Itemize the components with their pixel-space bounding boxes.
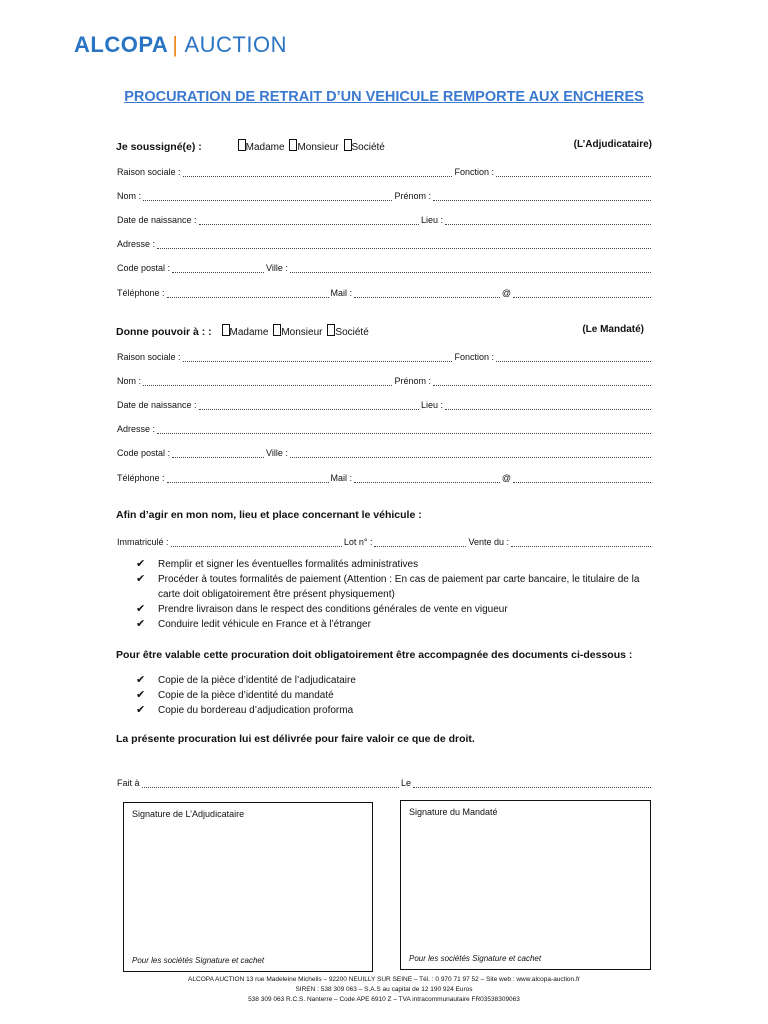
label-lot: Lot n° : [343,537,373,547]
list-item [136,617,656,632]
label-nom-2: Nom : [117,376,142,386]
list-item [136,703,656,718]
option-monsieur-2: Monsieur [281,327,323,338]
power-item-text: Prendre livraison dans le respect des conditions générales de vente en vigueur [158,604,508,615]
label-fonction-2: Fonction : [454,352,494,362]
adjudicataire-lead: Je soussigné(e) : [116,141,202,153]
field-lot[interactable] [374,537,466,547]
field-adresse-2[interactable] [157,424,651,434]
option-societe: Société [351,142,385,153]
check-icon: ✔ [136,704,146,716]
label-date-naissance: Date de naissance : [117,215,197,225]
field-code-postal-2[interactable] [172,448,264,458]
option-societe-2: Société [335,327,369,338]
field-raison-sociale[interactable] [183,167,453,177]
label-le: Le [400,778,411,788]
powers-list [136,557,656,632]
field-date-naissance-2[interactable] [199,400,419,410]
signature-note-adjudicataire: Pour les sociétés Signature et cachet [132,956,265,965]
footer-line-siren: SIREN : 538 309 063 – S.A.S au capital de 12 190 924 Euros [295,986,473,993]
signature-title-adjudicataire: Signature de L’Adjudicataire [132,809,245,819]
check-icon: ✔ [136,573,146,585]
footer-line-address: ALCOPA AUCTION 13 rue Madeleine Michelis – 92200 NEUILLY SUR SEINE – Tél. : 0 970 71 97 52 – Site web : www.alcopa-auction.fr [188,976,580,983]
field-mail-domain-2[interactable] [513,473,651,483]
logo-separator: | [172,32,179,57]
mandate-lead: Donne pouvoir à : : [116,326,212,338]
label-vente: Vente du : [468,537,509,547]
footer-line-rcs: 538 309 063 R.C.S. Nanterre – Code APE 6910 Z – TVA intracommunautaire FR03538309063 [248,996,520,1003]
field-fonction[interactable] [496,167,651,177]
label-lieu: Lieu : [420,215,443,225]
label-prenom: Prénom : [394,191,431,201]
agir-heading: Afin d’agir en mon nom, lieu et place concernant le véhicule : [116,509,422,521]
label-code-postal-2: Code postal : [117,448,171,458]
power-item-text: Procéder à toutes formalités de paiement (Attention : En cas de paiement par carte bancaire, le titulaire de la carte doit obligatoirement être présent physiquement) [158,574,640,600]
label-adresse-2: Adresse : [117,424,156,434]
label-at-2: @ [501,473,511,483]
label-adresse: Adresse : [117,239,156,249]
check-icon: ✔ [136,689,146,701]
field-vente[interactable] [511,537,651,547]
label-at: @ [501,288,511,298]
row-telephone-2 [116,469,652,483]
check-icon: ✔ [136,558,146,570]
field-raison-sociale-2[interactable] [183,352,453,362]
field-mail[interactable] [354,288,500,298]
label-ville: Ville : [266,263,288,273]
check-icon: ✔ [136,618,146,630]
field-prenom-2[interactable] [433,376,651,386]
field-fait-a[interactable] [142,778,399,788]
field-nom-2[interactable] [143,376,392,386]
check-icon: ✔ [136,603,146,615]
field-fonction-2[interactable] [496,352,651,362]
mandate-role: (Le Mandaté) [582,324,644,335]
field-telephone[interactable] [167,288,329,298]
row-nom [116,187,652,201]
document-item-text: Copie de la pièce d’identité du mandaté [158,690,334,701]
label-lieu-2: Lieu : [420,400,443,410]
check-icon: ✔ [136,674,146,686]
label-mail-2: Mail : [330,473,353,483]
row-raison-sociale [116,163,652,177]
row-date-naissance [116,211,652,225]
checkbox-madame[interactable] [238,139,246,151]
logo-sub: AUCTION [184,32,287,57]
field-prenom[interactable] [433,191,651,201]
logo-brand: ALCOPA [74,32,169,57]
list-item [136,688,656,703]
row-nom-2 [116,372,652,386]
page-footer [0,975,768,1005]
signature-note-mandate: Pour les sociétés Signature et cachet [409,954,542,963]
signature-box-adjudicataire[interactable] [123,802,373,972]
label-date-naissance-2: Date de naissance : [117,400,197,410]
label-raison-sociale-2: Raison sociale : [117,352,181,362]
label-fait-a: Fait à [117,778,140,788]
field-lieu-2[interactable] [445,400,651,410]
field-lieu[interactable] [445,215,651,225]
field-ville[interactable] [290,263,651,273]
list-item [136,602,656,617]
row-date-naissance-2 [116,396,652,410]
checkbox-madame-2[interactable] [222,324,230,336]
field-mail-domain[interactable] [513,288,651,298]
row-raison-sociale-2 [116,348,652,362]
option-monsieur: Monsieur [297,142,339,153]
row-code-postal-2 [116,444,652,458]
label-nom: Nom : [117,191,142,201]
field-code-postal[interactable] [172,263,264,273]
label-fonction: Fonction : [454,167,494,177]
field-ville-2[interactable] [290,448,651,458]
company-logo [74,32,287,58]
label-telephone-2: Téléphone : [117,473,165,483]
mandate-header [116,324,652,338]
power-item-text: Remplir et signer les éventuelles formalités administratives [158,559,419,570]
list-item [136,557,656,572]
documents-heading: Pour être valable cette procuration doit obligatoirement être accompagnée des documents ci-dessous : [116,649,633,661]
list-item [136,673,656,688]
signature-title-mandate: Signature du Mandaté [409,807,498,817]
label-ville-2: Ville : [266,448,288,458]
label-raison-sociale: Raison sociale : [117,167,181,177]
document-item-text: Copie de la pièce d’identité de l’adjudicataire [158,675,356,686]
field-telephone-2[interactable] [167,473,329,483]
field-le[interactable] [413,778,651,788]
label-mail: Mail : [330,288,353,298]
row-fait [116,774,652,788]
row-vehicule [116,533,652,547]
row-telephone [116,284,652,298]
label-code-postal: Code postal : [117,263,171,273]
document-title: PROCURATION DE RETRAIT D’UN VEHICULE REMPORTE AUX ENCHERES [124,89,644,105]
list-item [136,572,656,602]
field-adresse[interactable] [157,239,651,249]
option-madame: Madame [245,142,285,153]
power-item-text: Conduire ledit véhicule en France et à l’étranger [158,619,371,630]
field-date-naissance[interactable] [199,215,419,225]
field-mail-2[interactable] [354,473,500,483]
label-prenom-2: Prénom : [394,376,431,386]
row-code-postal [116,259,652,273]
documents-list [136,673,656,718]
adjudicataire-role: (L’Adjudicataire) [573,139,652,150]
row-adresse [116,235,652,249]
label-telephone: Téléphone : [117,288,165,298]
closing-statement: La présente procuration lui est délivrée pour faire valoir ce que de droit. [116,733,475,745]
field-nom[interactable] [143,191,392,201]
row-adresse-2 [116,420,652,434]
field-immatricule[interactable] [171,537,342,547]
adjudicataire-header [116,139,652,153]
option-madame-2: Madame [229,327,269,338]
document-item-text: Copie du bordereau d’adjudication proforma [158,705,354,716]
label-immatricule: Immatriculé : [117,537,169,547]
signature-box-mandate[interactable] [400,800,651,970]
checkbox-societe[interactable] [344,139,352,151]
